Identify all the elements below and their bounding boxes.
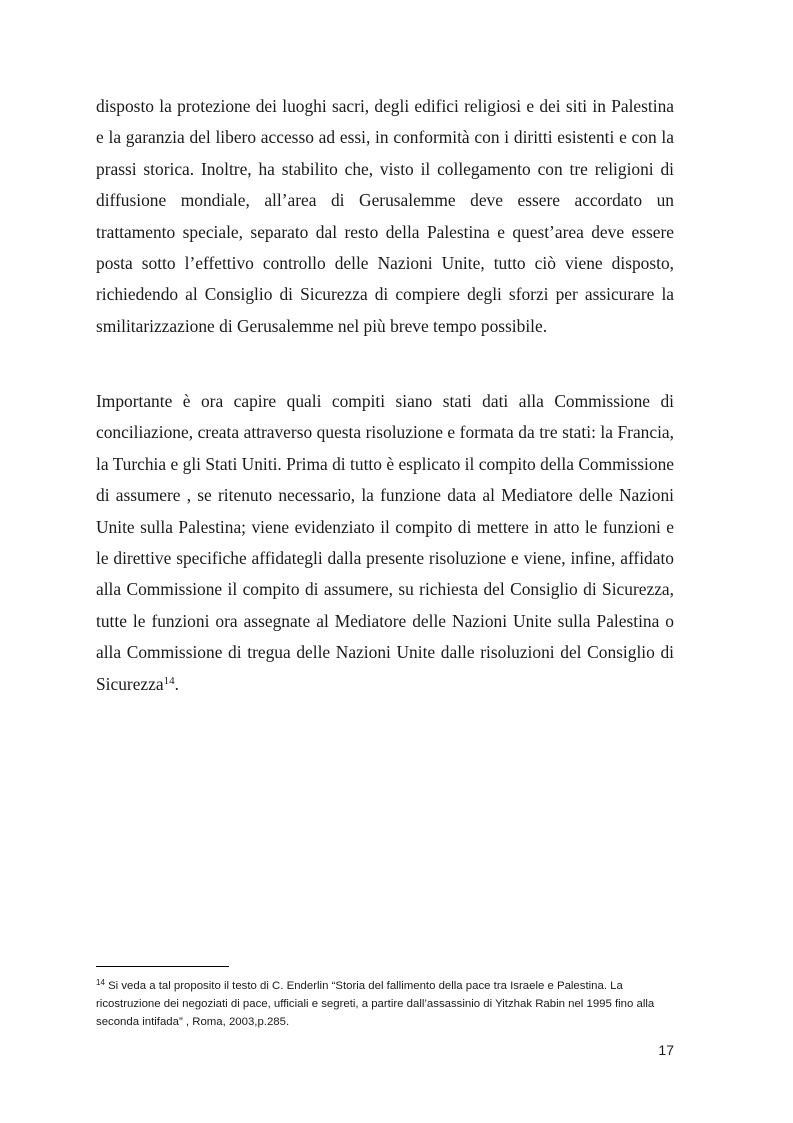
footnote-text: Si veda a tal proposito il testo di C. Enderlin “Storia del fallimento della pace tra Israele e Palestina. La ricostruzione dei negoziati di pace, ufficiali e segreti, a partire dall’assassinio di Yitzhak Rabin nel 1995 fino alla seconda intifada” , Roma, 2003,p.285. bbox=[96, 980, 655, 1028]
paragraph-text: disposto la protezione dei luoghi sacri, degli edifici religiosi e dei siti in Palestina e la garanzia del libero accesso ad essi, in conformità con i diritti esistenti e con la prassi storica. Inoltre, ha stabilito che, visto il collegamento con tre religioni di diffusione mondiale, all’area di Gerusalemme deve essere accordato un trattamento speciale, separato dal resto della Palestina e quest’area deve essere posta sotto l’effettivo controllo delle Nazioni Unite, tutto ciò viene disposto, richiedendo al Consiglio di Sicurezza di compiere degli sforzi per assicurare la smilitarizzazione di Gerusalemme nel più breve tempo possibile. bbox=[96, 96, 674, 336]
footnote-separator bbox=[96, 966, 229, 967]
paragraph-body: Importante è ora capire quali compiti siano stati dati alla Commissione di conciliazione, creata attraverso questa risoluzione e formata da tre stati: la Francia, la Turchia e gli Stati Uniti. Prima di tutto è esplicato il compito della Commissione di assumere , se ritenuto necessario, la funzione data al Mediatore delle Nazioni Unite sulla Palestina; viene evidenziato il compito di mettere in atto le funzioni e le direttive specifiche affidategli dalla presente risoluzione e viene, infine, affidato alla Commissione il compito di assumere, su richiesta del Consiglio di Sicurezza, tutte le funzioni ora assegnate al Mediatore delle Nazioni Unite sulla Palestina o alla Commissione di tregua delle Nazioni Unite dalle risoluzioni del Consiglio di Sicurezza bbox=[96, 391, 674, 694]
footnote-reference[interactable]: 14 bbox=[163, 674, 175, 687]
body-paragraph-1 bbox=[96, 91, 674, 342]
footnote bbox=[96, 977, 678, 1031]
footnote-number: 14 bbox=[96, 978, 105, 987]
page-number: 17 bbox=[658, 1042, 674, 1058]
paragraph-text bbox=[96, 386, 674, 700]
body-paragraph-2 bbox=[96, 386, 674, 700]
paragraph-end: . bbox=[174, 673, 179, 694]
